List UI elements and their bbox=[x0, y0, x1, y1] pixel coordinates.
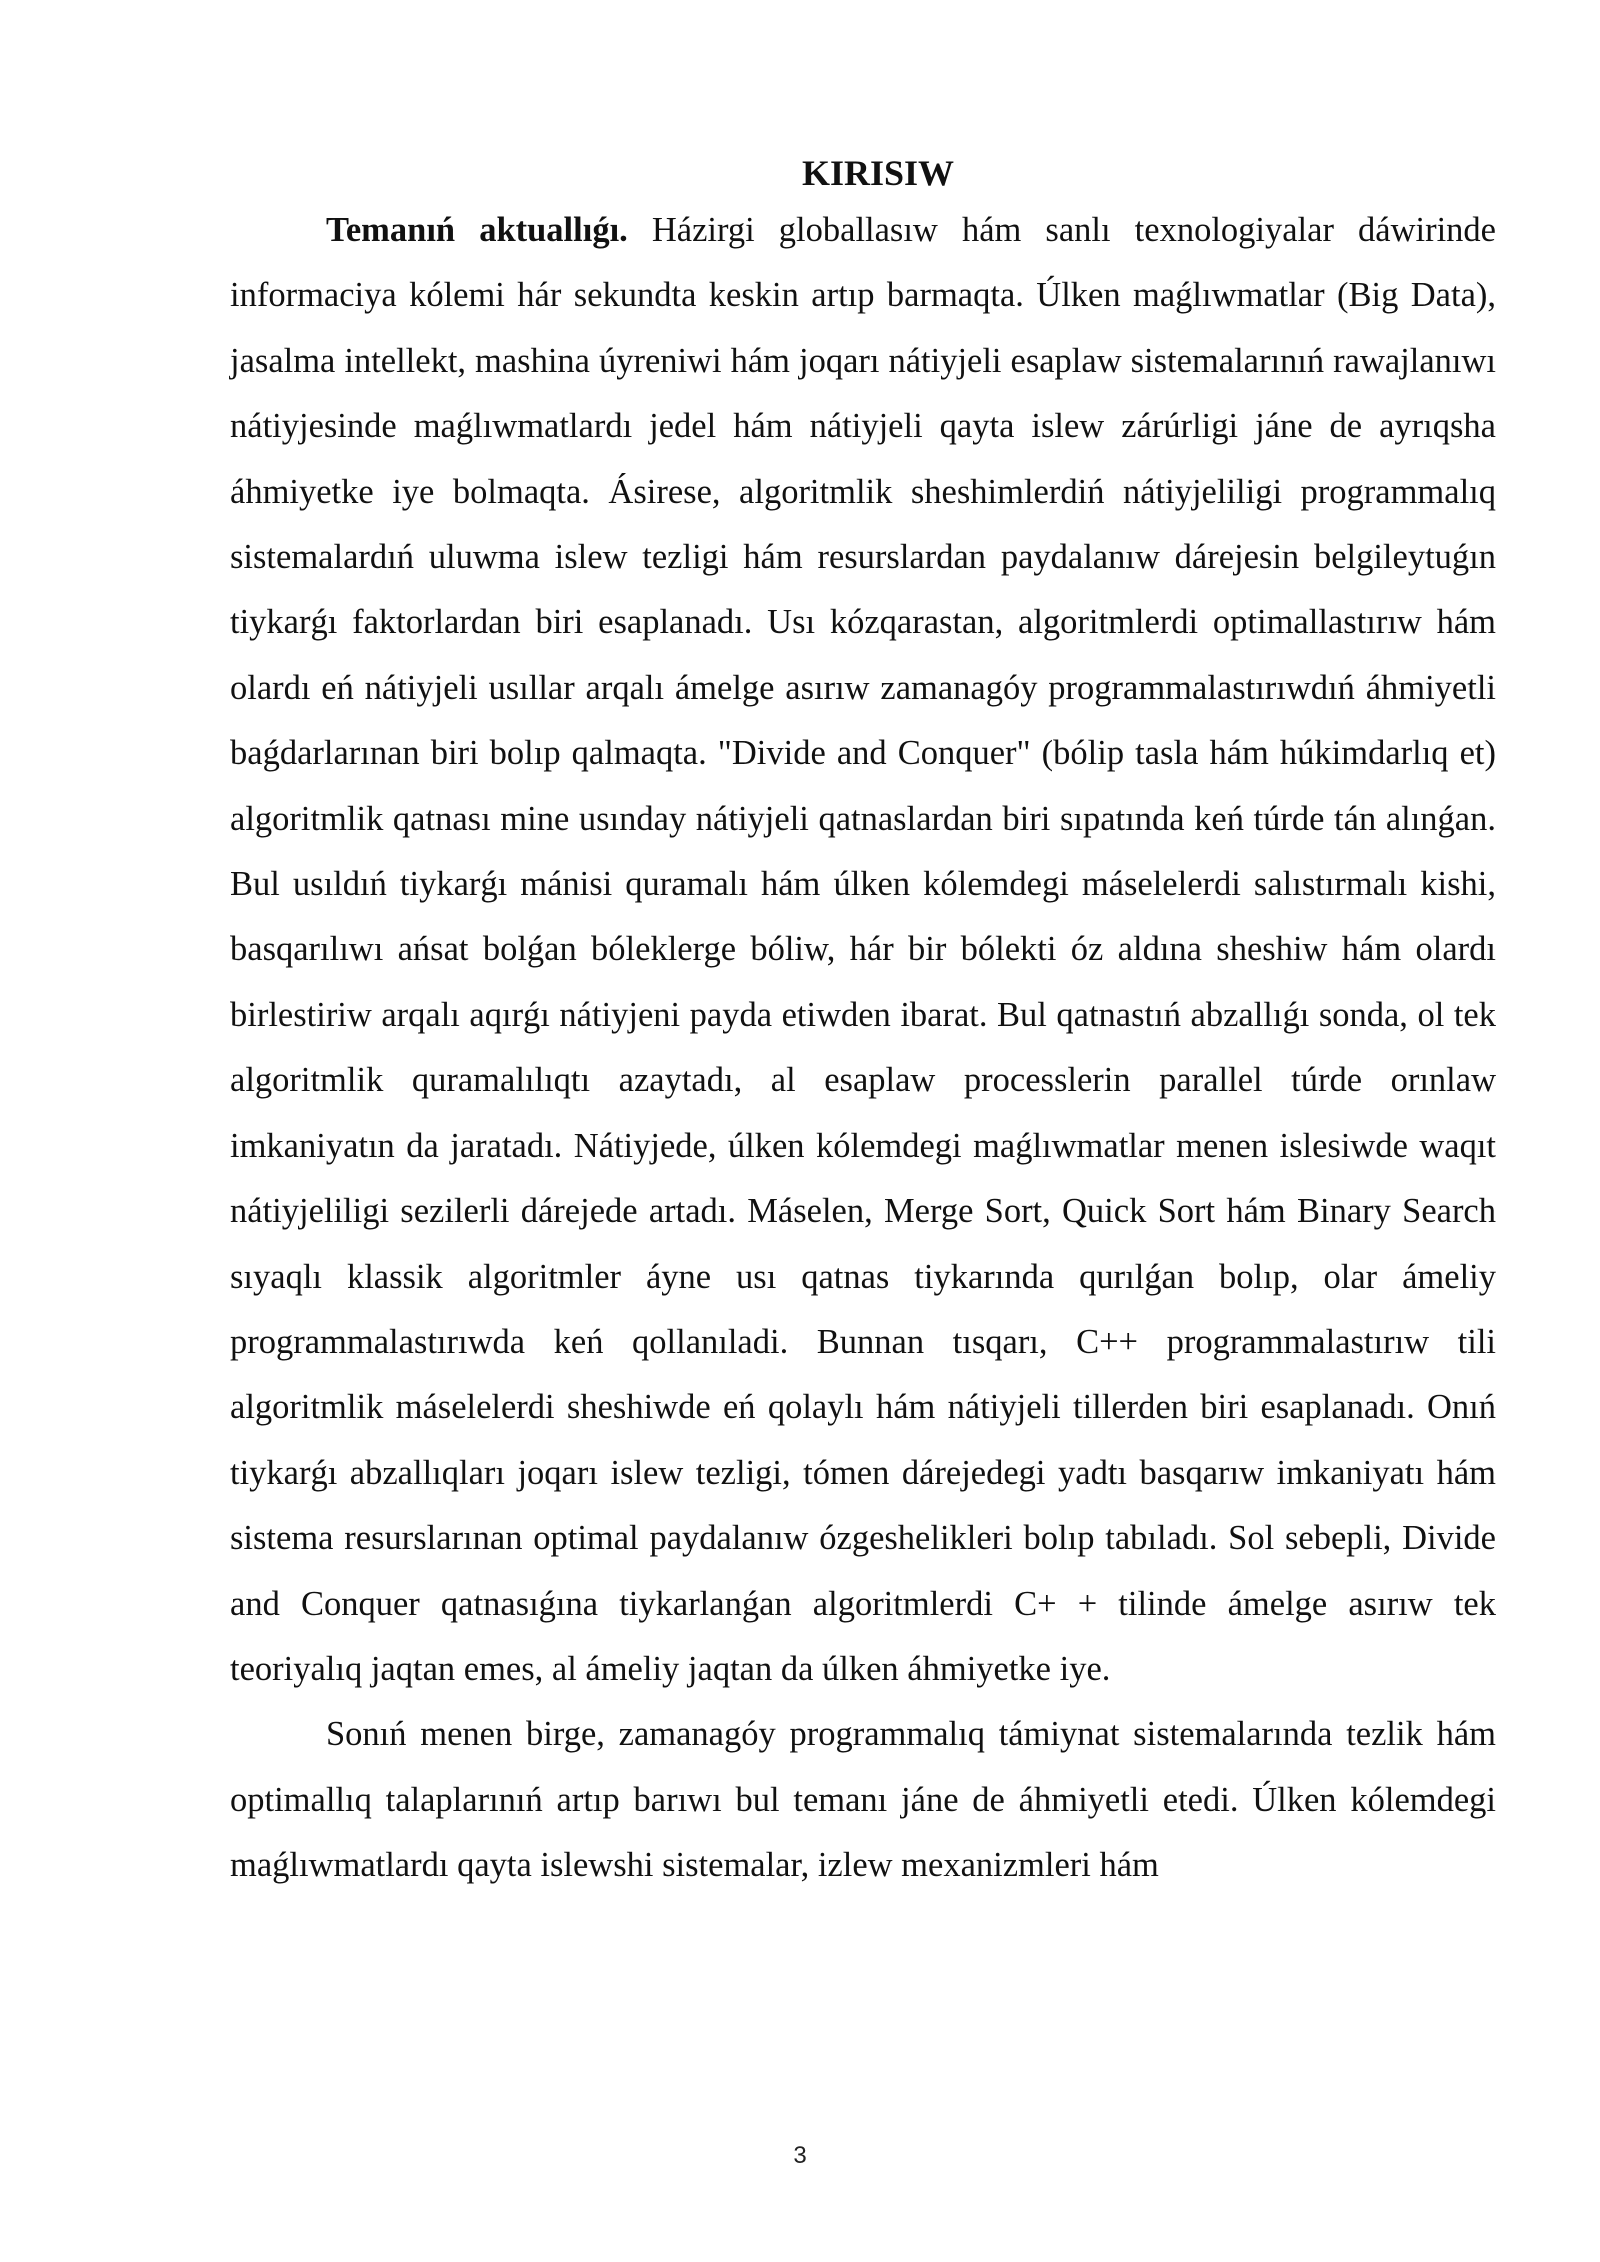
paragraph-text: Sonıń menen birge, zamanagóy programmalıq támiynat sistemalarında tezlik hám optimallıq talaplarınıń artıp barıwı bul temanı jáne de áhmiyetli etedi. Úlken kólemdegi maǵlıwmatlardı qayta islewshi sistemalar, izlew mexanizmleri hám bbox=[230, 1715, 1496, 1885]
page-number: 3 bbox=[793, 2142, 807, 2169]
paragraph-relevance bbox=[230, 198, 1496, 1702]
section-title: KIRISIW bbox=[801, 153, 955, 193]
paragraph-text: Házirgi globallasıw hám sanlı texnologiyalar dáwirinde informaciya kólemi hár sekundta keskin artıp barmaqta. Úlken maǵlıwmatlar (Big Data), jasalma intellekt, mashina úyreniwi hám joqarı nátiyjeli esaplaw sistemalarınıń rawajlanıwı nátiyjesinde maǵlıwmatlardı jedel hám nátiyjeli qayta islew zárúrligi jáne de ayrıqsha áhmiyetke iye bolmaqta. Ásirese, algoritmlik sheshimlerdiń nátiyjeliligi programmalıq sistemalardıń uluwma islew tezligi hám resurslardan paydalanıw dárejesin belgileytuǵın tiykarǵı faktorlardan biri esaplanadı. Usı kózqarastan, algoritmlerdi optimallastırıw hám olardı eń nátiyjeli usıllar arqalı ámelge asırıw zamanagóy programmalastırıwdıń áhmiyetli baǵdarlarınan biri bolıp qalmaqta. "Divide and Conquer" (bólip tasla hám húkimdarlıq et) algoritmlik qatnası mine usınday nátiyjeli qatnaslardan biri sıpatında keń túrde tán alınǵan. Bul usıldıń tiykarǵı mánisi quramalı hám úlken kólemdegi máselelerdi salıstırmalı kishi, basqarılıwı ańsat bolǵan bóleklerge bóliw, hár bir bólekti óz aldına sheshiw hám olardı birlestiriw arqalı aqırǵı nátiyjeni payda etiwden ibarat. Bul qatnastıń abzallıǵı sonda, ol tek algoritmlik quramalılıqtı azaytadı, al esaplaw processlerin parallel túrde orınlaw imkaniyatın da jaratadı. Nátiyjede, úlken kólemdegi maǵlıwmatlar menen islesiwde waqıt nátiyjeliligi sezilerli dárejede artadı. Máselen, Merge Sort, Quick Sort hám Binary Search sıyaqlı klassik algoritmler áyne usı qatnas tiykarında qurılǵan bolıp, olar ámeliy programmalastırıwda keń qollanıladi. Bunnan tısqarı, C++ programmalastırıw tili algoritmlik máselelerdi sheshiwde eń qolaylı hám nátiyjeli tillerden biri esaplanadı. Onıń tiykarǵı abzallıqları joqarı islew tezligi, tómen dárejedegi yadtı basqarıw imkaniyatı hám sistema resurslarınan optimal paydalanıw ózgeshelikleri bolıp tabıladı. Sol sebepli, Divide and Conquer qatnasıǵına tiykarlanǵan algoritmlerdi C+ + tilinde ámelge asırıw tek teoriyalıq jaqtan emes, al ámeliy jaqtan da úlken áhmiyetke iye. bbox=[230, 211, 1496, 1688]
paragraph-continuation bbox=[230, 1702, 1496, 1898]
paragraph-lead: Temanıń aktuallıǵı. bbox=[326, 211, 628, 249]
page-content bbox=[230, 148, 1496, 1899]
